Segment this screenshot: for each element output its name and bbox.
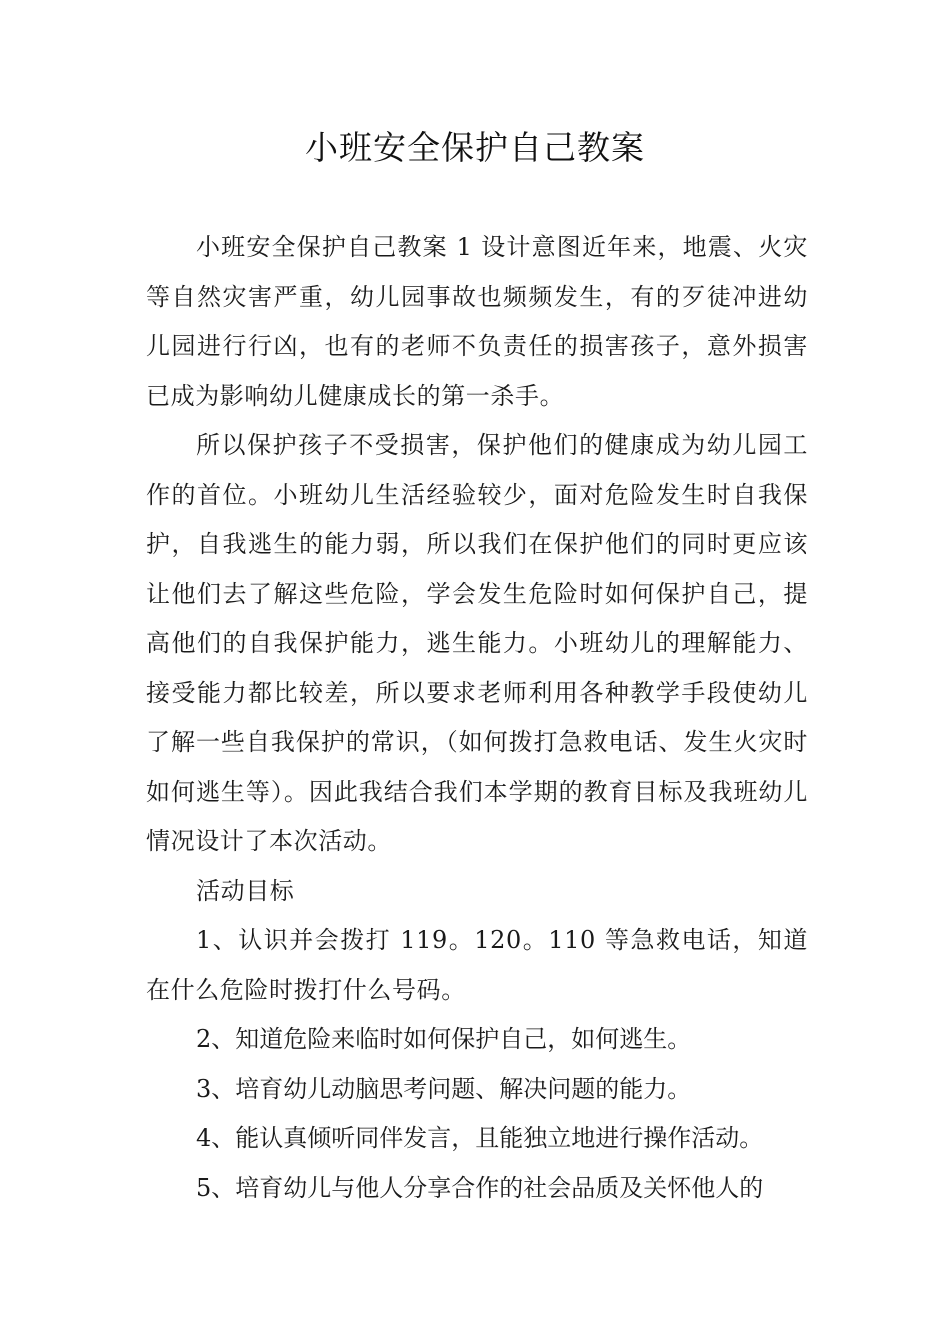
- goal-item-3: 3、培育幼儿动脑思考问题、解决问题的能力。: [196, 1074, 692, 1103]
- paragraph-background: 所以保护孩子不受损害，保护他们的健康成为幼儿园工作的首位。小班幼儿生活经验较少，面对危险发生时自我保护，自我逃生的能力弱，所以我们在保护他们的同时更应该让他们去了解这些危险，学会发生危险时如何保护自己，提高他们的自我保护能力，逃生能力。小班幼儿的理解能力、接受能力都比较差，所以要求老师利用各种教学手段使幼儿了解一些自我保护的常识，（如何拨打急救电话、发生火灾时如何逃生等）。因此我结合我们本学期的教育目标及我班幼儿情况设计了本次活动。: [146, 431, 808, 855]
- section-heading-activity-goals: 活动目标: [196, 876, 295, 905]
- goal-item-5: 5、培育幼儿与他人分享合作的社会品质及关怀他人的: [196, 1173, 764, 1202]
- goal-item-2: 2、知道危险来临时如何保护自己，如何逃生。: [196, 1025, 692, 1053]
- goal-item-1: 1、认识并会拨打 119。120。110 等急救电话，知道在什么危险时拨打什么号码。: [146, 926, 808, 1004]
- document-body: [146, 223, 808, 1213]
- goal-item-4: 4、能认真倾听同伴发言，且能独立地进行操作活动。: [196, 1124, 764, 1152]
- paragraph-design-intent: 小班安全保护自己教案 1 设计意图近年来，地震、火灾等自然灾害严重，幼儿园事故也频频发生，有的歹徒冲进幼儿园进行行凶，也有的老师不负责任的损害孩子，意外损害已成为影响幼儿健康成长的第一杀手。: [146, 233, 808, 410]
- document-title: 小班安全保护自己教案: [305, 128, 645, 167]
